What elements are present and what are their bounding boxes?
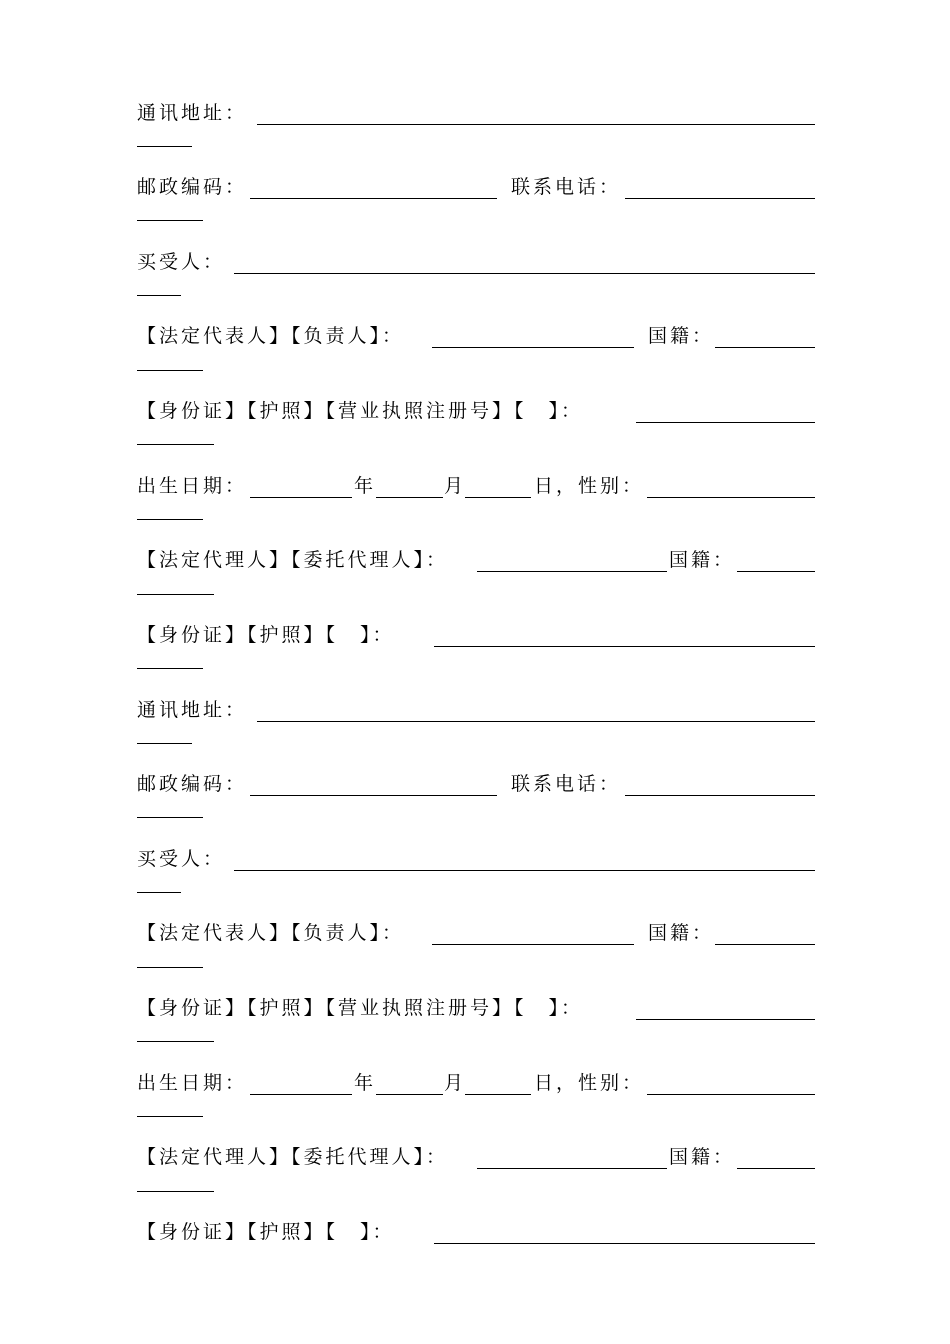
agent-nationality-label: 国籍： [669, 549, 736, 571]
buyer-blank[interactable] [234, 273, 815, 274]
postcode-blank[interactable] [250, 198, 497, 199]
postcode-label: 邮政编码： [137, 176, 248, 198]
agent-id-label: 【身份证】【护照】【 】： [137, 624, 395, 646]
birth-date-label: 出生日期： [137, 1072, 248, 1094]
month-label: 月 [444, 1072, 467, 1094]
id-number-blank-continuation[interactable] [137, 1041, 214, 1042]
birth-month-blank[interactable] [376, 1094, 443, 1095]
agent-id-label: 【身份证】【护照】【 】： [137, 1221, 395, 1243]
id-number-blank-continuation[interactable] [137, 444, 214, 445]
nationality-blank-continuation[interactable] [137, 967, 203, 968]
gender-blank[interactable] [647, 497, 815, 498]
agent-id-blank-continuation[interactable] [137, 668, 203, 669]
representative-row [137, 321, 815, 351]
phone-blank-continuation[interactable] [137, 220, 203, 221]
buyer-row [137, 247, 815, 277]
agent-row [137, 545, 815, 575]
address-blank[interactable] [257, 721, 815, 722]
birth-date-label: 出生日期： [137, 475, 248, 497]
representative-blank[interactable] [432, 944, 634, 945]
buyer-label: 买受人： [137, 251, 226, 273]
phone-label: 联系电话： [511, 176, 622, 198]
id-number-label: 【身份证】【护照】【营业执照注册号】【 】： [137, 400, 584, 422]
agent-nationality-blank[interactable] [737, 571, 815, 572]
postcode-blank[interactable] [250, 795, 497, 796]
representative-label: 【法定代表人】【负责人】： [137, 325, 405, 347]
agent-label: 【法定代理人】【委托代理人】： [137, 549, 449, 571]
nationality-label: 国籍： [648, 922, 715, 944]
agent-blank[interactable] [477, 1168, 667, 1169]
representative-blank[interactable] [432, 347, 634, 348]
id-number-row [137, 396, 815, 426]
address-label: 通讯地址： [137, 699, 248, 721]
id-number-blank[interactable] [636, 1019, 815, 1020]
year-label: 年 [354, 475, 377, 497]
gender-blank-continuation[interactable] [137, 1116, 203, 1117]
address-row [137, 695, 815, 725]
phone-blank-continuation[interactable] [137, 817, 203, 818]
buyer-blank[interactable] [234, 870, 815, 871]
phone-blank[interactable] [625, 795, 815, 796]
month-label: 月 [444, 475, 467, 497]
id-number-label: 【身份证】【护照】【营业执照注册号】【 】： [137, 997, 584, 1019]
id-number-blank[interactable] [636, 422, 815, 423]
birth-date-row [137, 1068, 815, 1098]
day-gender-label: 日，性别： [534, 1072, 645, 1094]
address-blank-continuation[interactable] [137, 146, 192, 147]
agent-id-row [137, 620, 815, 650]
year-label: 年 [354, 1072, 377, 1094]
birth-month-blank[interactable] [376, 497, 443, 498]
gender-blank[interactable] [647, 1094, 815, 1095]
agent-row [137, 1142, 815, 1172]
id-number-row [137, 993, 815, 1023]
representative-row [137, 918, 815, 948]
postcode-phone-row [137, 172, 815, 202]
agent-nationality-blank[interactable] [737, 1168, 815, 1169]
postcode-phone-row [137, 769, 815, 799]
agent-blank[interactable] [477, 571, 667, 572]
gender-blank-continuation[interactable] [137, 519, 203, 520]
phone-blank[interactable] [625, 198, 815, 199]
birth-year-blank[interactable] [250, 497, 352, 498]
address-label: 通讯地址： [137, 102, 248, 124]
agent-id-blank[interactable] [434, 646, 815, 647]
address-blank-continuation[interactable] [137, 743, 192, 744]
agent-id-blank[interactable] [434, 1243, 815, 1244]
agent-label: 【法定代理人】【委托代理人】： [137, 1146, 449, 1168]
agent-nationality-label: 国籍： [669, 1146, 736, 1168]
postcode-label: 邮政编码： [137, 773, 248, 795]
nationality-blank[interactable] [715, 944, 815, 945]
birth-day-blank[interactable] [465, 1094, 531, 1095]
buyer-label: 买受人： [137, 848, 226, 870]
agent-nationality-blank-continuation[interactable] [137, 594, 214, 595]
birth-day-blank[interactable] [465, 497, 531, 498]
address-blank[interactable] [257, 124, 815, 125]
address-row [137, 98, 815, 128]
buyer-blank-continuation[interactable] [137, 295, 181, 296]
day-gender-label: 日，性别： [534, 475, 645, 497]
buyer-blank-continuation[interactable] [137, 892, 181, 893]
agent-nationality-blank-continuation[interactable] [137, 1191, 214, 1192]
nationality-blank[interactable] [715, 347, 815, 348]
phone-label: 联系电话： [511, 773, 622, 795]
buyer-row [137, 844, 815, 874]
representative-label: 【法定代表人】【负责人】： [137, 922, 405, 944]
agent-id-row [137, 1217, 815, 1247]
nationality-label: 国籍： [648, 325, 715, 347]
birth-year-blank[interactable] [250, 1094, 352, 1095]
birth-date-row [137, 471, 815, 501]
nationality-blank-continuation[interactable] [137, 370, 203, 371]
